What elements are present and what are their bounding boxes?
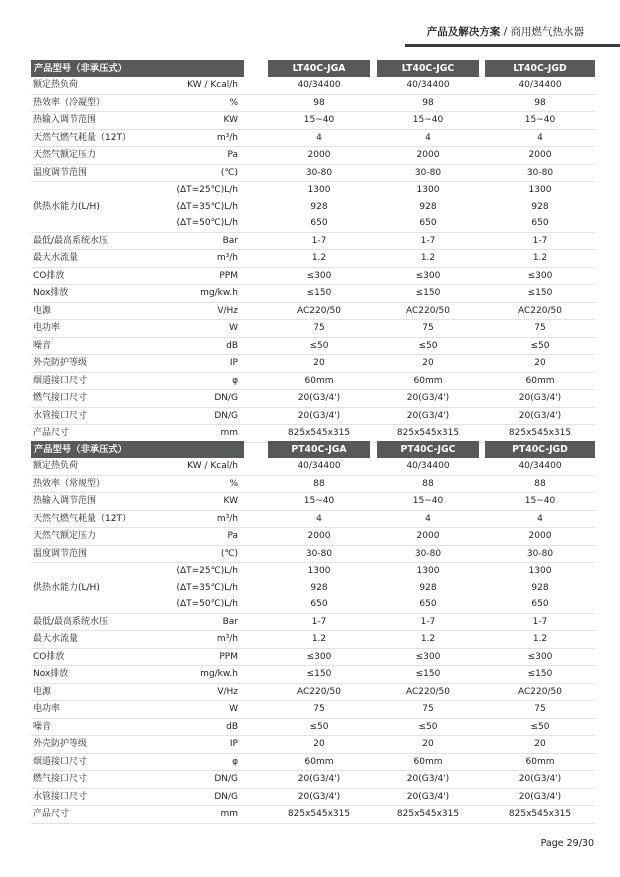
spec-value: 20(G3/4'): [297, 393, 341, 403]
spec-value: 1-7: [420, 616, 436, 627]
spec-value: 4: [425, 132, 431, 143]
spec-value: 1.2: [532, 253, 548, 263]
spec-value: 1.2: [311, 253, 327, 263]
spec-value: 1300: [416, 185, 440, 195]
spec-label: 噪音: [33, 721, 52, 732]
model-name: PT40C-JGD: [485, 441, 595, 458]
spec-value: 30-80: [414, 548, 442, 559]
spec-value: 60mm: [413, 756, 443, 767]
header-separator: /: [500, 26, 511, 38]
spec-value: AC220/50: [406, 305, 450, 316]
spec-value: 20(G3/4'): [406, 791, 450, 802]
spec-value: 2000: [307, 531, 331, 541]
spec-row: [31, 528, 595, 546]
spec-value: 30-80: [305, 548, 333, 559]
model-name: PT40C-JGC: [377, 441, 479, 458]
spec-value: ≤300: [527, 651, 553, 662]
spec-value: 650: [310, 599, 328, 609]
spec-row: [31, 320, 595, 338]
spec-label: 产品尺寸: [33, 428, 70, 438]
spec-row: [31, 165, 595, 183]
spec-value: 1300: [528, 566, 552, 576]
spec-value: 20(G3/4'): [518, 791, 562, 802]
spec-label: 噪音: [33, 340, 52, 351]
table-header-row: [31, 441, 595, 458]
spec-value: 825x545x315: [508, 809, 572, 819]
spec-value: 40/34400: [406, 461, 450, 471]
spec-row: [31, 112, 595, 130]
spec-label: 热效率（常规型）: [33, 478, 106, 489]
model-label: 产品型号（非承压式）: [31, 60, 244, 77]
spec-value: 20(G3/4'): [406, 774, 450, 784]
spec-value: ≤300: [306, 651, 332, 662]
spec-row: [31, 631, 595, 649]
spec-value: ≤50: [418, 721, 438, 732]
spec-value: 60mm: [304, 756, 334, 767]
spec-unit: KW: [223, 496, 238, 506]
spec-unit: (℃): [220, 167, 238, 178]
spec-value: 1-7: [532, 616, 548, 627]
spec-row: [31, 789, 595, 807]
spec-label: 最大水流量: [33, 634, 79, 644]
model-name: PT40C-JGA: [268, 441, 370, 458]
spec-value: 1-7: [532, 235, 548, 246]
spec-value: 75: [534, 704, 546, 714]
spec-value: 30-80: [305, 167, 333, 178]
spec-label: 燃气接口尺寸: [33, 393, 88, 403]
spec-unit: m³/h: [216, 634, 238, 644]
spec-value: AC220/50: [297, 686, 341, 697]
spec-table-lt40c: [31, 60, 595, 443]
header-subsection: 商用燃气热水器: [510, 26, 584, 38]
spec-label: 燃气接口尺寸: [33, 774, 88, 784]
spec-value: 15~40: [303, 115, 335, 125]
spec-value: 88: [313, 478, 325, 489]
spec-unit: (ΔT=50℃)L/h: [176, 599, 238, 609]
spec-row: [31, 77, 595, 95]
spec-label: 天然气燃气耗量（12T）: [33, 132, 131, 143]
spec-label: 热输入调节范围: [33, 496, 97, 506]
spec-label: 电功率: [33, 704, 61, 714]
spec-label: 天然气额定压力: [33, 531, 97, 541]
spec-value: 825x545x315: [287, 428, 351, 438]
spec-value: 2000: [528, 531, 552, 541]
spec-row: [31, 285, 595, 303]
spec-value: 98: [422, 97, 434, 108]
spec-value: ≤150: [415, 669, 441, 679]
spec-value: 825x545x315: [396, 809, 460, 819]
spec-value: 20(G3/4'): [518, 393, 562, 403]
spec-value: 20: [422, 358, 434, 368]
spec-value: 1-7: [420, 235, 436, 246]
spec-value: 650: [531, 599, 549, 609]
spec-unit: φ: [232, 756, 238, 767]
spec-value: 40/34400: [518, 461, 562, 471]
spec-value: 1300: [307, 185, 331, 195]
spec-unit: mg/kw.h: [200, 669, 238, 679]
spec-unit: IP: [229, 739, 238, 749]
spec-row: [31, 95, 595, 113]
spec-value: 825x545x315: [396, 428, 460, 438]
spec-row: [31, 580, 595, 597]
spec-value: AC220/50: [406, 686, 450, 697]
spec-unit: DN/G: [214, 791, 238, 802]
spec-label: 外壳防护等级: [33, 739, 88, 749]
spec-unit: KW / Kcal/h: [187, 461, 238, 471]
spec-value: 1300: [416, 566, 440, 576]
page-number: Page 29/30: [540, 838, 594, 849]
spec-unit: %: [229, 97, 238, 108]
spec-value: 60mm: [304, 375, 334, 386]
model-name: LT40C-JGD: [485, 60, 595, 77]
spec-value: 15~40: [524, 496, 556, 506]
spec-value: 2000: [416, 150, 440, 160]
spec-row: [31, 754, 595, 772]
spec-label: 天然气燃气耗量（12T）: [33, 513, 131, 524]
spec-value: 1.2: [420, 253, 436, 263]
spec-value: 40/34400: [297, 80, 341, 90]
spec-value: 15~40: [303, 496, 335, 506]
spec-row: [31, 233, 595, 251]
spec-value: 40/34400: [406, 80, 450, 90]
spec-unit: Pa: [227, 531, 238, 541]
spec-value: 75: [313, 323, 325, 333]
spec-value: ≤50: [418, 340, 438, 351]
spec-value: ≤150: [527, 288, 553, 298]
spec-value: 928: [419, 201, 437, 212]
spec-row: [31, 771, 595, 789]
spec-row: [31, 806, 595, 824]
spec-value: 75: [313, 704, 325, 714]
spec-row: [31, 736, 595, 754]
spec-row: [31, 458, 595, 476]
spec-row: [31, 649, 595, 667]
spec-value: ≤50: [530, 340, 550, 351]
spec-unit: Pa: [227, 150, 238, 160]
spec-value: 4: [425, 513, 431, 524]
header-section: 产品及解决方案: [426, 26, 501, 38]
spec-row: [31, 199, 595, 216]
spec-label: 温度调节范围: [33, 167, 88, 178]
spec-value: 20: [313, 358, 325, 368]
page-header: [427, 24, 584, 39]
model-name: LT40C-JGA: [268, 60, 370, 77]
spec-unit: mg/kw.h: [200, 288, 238, 298]
spec-value: 1300: [528, 185, 552, 195]
spec-label: 额定热负荷: [33, 80, 79, 90]
spec-row: [31, 425, 595, 443]
spec-row: [31, 338, 595, 356]
spec-value: 98: [313, 97, 325, 108]
spec-unit: (℃): [220, 548, 238, 559]
spec-unit: V/Hz: [217, 305, 238, 316]
spec-label: 温度调节范围: [33, 548, 88, 559]
spec-value: 650: [310, 218, 328, 228]
header-rule: [405, 44, 620, 47]
spec-label: 最低/最高系统水压: [33, 235, 109, 246]
spec-value: ≤300: [415, 270, 441, 281]
spec-value: 20(G3/4'): [406, 393, 450, 403]
spec-value: AC220/50: [518, 305, 562, 316]
spec-unit: W: [229, 323, 238, 333]
spec-value: AC220/50: [297, 305, 341, 316]
spec-value: ≤150: [527, 669, 553, 679]
spec-unit: m³/h: [216, 513, 238, 524]
spec-value: 20(G3/4'): [406, 410, 450, 421]
spec-label: 最大水流量: [33, 253, 79, 263]
spec-unit: (ΔT=25℃)L/h: [176, 566, 238, 576]
spec-value: 30-80: [526, 548, 554, 559]
spec-row: [31, 666, 595, 684]
spec-value: 98: [534, 97, 546, 108]
spec-value: 20(G3/4'): [297, 774, 341, 784]
spec-value: 928: [310, 582, 328, 593]
spec-value: ≤300: [415, 651, 441, 662]
spec-value: 4: [537, 132, 543, 143]
spec-label: 电功率: [33, 323, 61, 333]
spec-value: 20(G3/4'): [518, 774, 562, 784]
spec-row: [31, 408, 595, 426]
spec-unit: PPM: [219, 270, 238, 281]
spec-value: ≤150: [306, 669, 332, 679]
spec-value: 15~40: [524, 115, 556, 125]
spec-value: 2000: [307, 150, 331, 160]
spec-row: [31, 684, 595, 702]
spec-label: CO排放: [33, 651, 65, 662]
spec-value: 20: [313, 739, 325, 749]
spec-value: 650: [531, 218, 549, 228]
spec-label: CO排放: [33, 270, 65, 281]
spec-value: 40/34400: [297, 461, 341, 471]
spec-value: 1-7: [311, 616, 327, 627]
spec-value: ≤300: [306, 270, 332, 281]
spec-unit: (ΔT=35℃)L/h: [176, 582, 238, 593]
spec-value: 75: [534, 323, 546, 333]
spec-value: ≤50: [309, 340, 329, 351]
spec-value: 20(G3/4'): [297, 410, 341, 421]
spec-label: Nox排放: [33, 288, 69, 298]
spec-value: 4: [316, 132, 322, 143]
spec-value: 1.2: [420, 634, 436, 644]
spec-value: 1-7: [311, 235, 327, 246]
spec-value: 20(G3/4'): [518, 410, 562, 421]
spec-value: 60mm: [413, 375, 443, 386]
spec-label: 外壳防护等级: [33, 358, 88, 368]
spec-row: [31, 373, 595, 391]
spec-group-label: 供热水能力(L/H): [33, 201, 100, 212]
spec-value: 15~40: [412, 115, 444, 125]
spec-row: [31, 355, 595, 373]
spec-row: [31, 719, 595, 737]
spec-unit: DN/G: [214, 774, 238, 784]
spec-unit: Bar: [222, 235, 238, 246]
spec-value: 75: [422, 323, 434, 333]
spec-value: 20: [534, 358, 546, 368]
spec-value: 650: [419, 218, 437, 228]
spec-value: 4: [537, 513, 543, 524]
spec-value: 1300: [307, 566, 331, 576]
spec-unit: V/Hz: [217, 686, 238, 697]
spec-unit: PPM: [219, 651, 238, 662]
model-name: LT40C-JGC: [377, 60, 479, 77]
spec-value: 20: [422, 739, 434, 749]
spec-value: 75: [422, 704, 434, 714]
spec-value: 20(G3/4'): [297, 791, 341, 802]
spec-unit: W: [229, 704, 238, 714]
spec-row: [31, 147, 595, 165]
spec-unit: Bar: [222, 616, 238, 627]
spec-label: 产品尺寸: [33, 809, 70, 819]
spec-value: 2000: [528, 150, 552, 160]
spec-table-pt40c: [31, 441, 595, 824]
spec-value: 30-80: [414, 167, 442, 178]
spec-unit: φ: [232, 375, 238, 386]
spec-value: 88: [534, 478, 546, 489]
spec-row: [31, 268, 595, 286]
spec-unit: dB: [226, 340, 238, 351]
spec-unit: KW / Kcal/h: [187, 80, 238, 90]
spec-value: 2000: [416, 531, 440, 541]
spec-label: 烟道接口尺寸: [33, 375, 88, 386]
spec-unit: (ΔT=35℃)L/h: [176, 201, 238, 212]
spec-value: 30-80: [526, 167, 554, 178]
spec-value: 60mm: [525, 756, 555, 767]
spec-value: 60mm: [525, 375, 555, 386]
spec-value: 825x545x315: [508, 428, 572, 438]
spec-value: ≤150: [306, 288, 332, 298]
spec-row: [31, 390, 595, 408]
table-header-row: [31, 60, 595, 77]
spec-row: [31, 303, 595, 321]
spec-value: ≤300: [527, 270, 553, 281]
spec-value: ≤50: [530, 721, 550, 732]
spec-value: 15~40: [412, 496, 444, 506]
spec-label: Nox排放: [33, 669, 69, 679]
spec-row: [31, 476, 595, 494]
spec-label: 水管接口尺寸: [33, 791, 88, 802]
spec-label: 天然气额定压力: [33, 150, 97, 160]
spec-row: [31, 493, 595, 511]
spec-label: 水管接口尺寸: [33, 410, 88, 421]
spec-unit: mm: [220, 809, 238, 819]
spec-label: 额定热负荷: [33, 461, 79, 471]
spec-value: 650: [419, 599, 437, 609]
spec-label: 电源: [33, 686, 52, 697]
spec-unit: (ΔT=50℃)L/h: [176, 218, 238, 228]
spec-value: 928: [531, 582, 549, 593]
spec-unit: mm: [220, 428, 238, 438]
spec-value: ≤150: [415, 288, 441, 298]
spec-group-label: 供热水能力(L/H): [33, 582, 100, 593]
spec-unit: %: [229, 478, 238, 489]
spec-label: 最低/最高系统水压: [33, 616, 109, 627]
spec-unit: m³/h: [216, 132, 238, 143]
spec-value: 825x545x315: [287, 809, 351, 819]
spec-row: [31, 250, 595, 268]
spec-unit: KW: [223, 115, 238, 125]
spec-value: 40/34400: [518, 80, 562, 90]
spec-unit: DN/G: [214, 393, 238, 403]
spec-value: 20: [534, 739, 546, 749]
spec-value: 928: [419, 582, 437, 593]
spec-row: [31, 130, 595, 148]
spec-row: [31, 614, 595, 632]
spec-value: 1.2: [311, 634, 327, 644]
spec-row: [31, 511, 595, 529]
spec-row: [31, 546, 595, 564]
spec-unit: IP: [229, 358, 238, 368]
spec-row: [31, 215, 595, 233]
spec-value: ≤50: [309, 721, 329, 732]
spec-value: AC220/50: [518, 686, 562, 697]
spec-value: 4: [316, 513, 322, 524]
spec-label: 热效率（冷凝型）: [33, 97, 106, 108]
spec-value: 88: [422, 478, 434, 489]
spec-value: 928: [531, 201, 549, 212]
model-label: 产品型号（非承压式）: [31, 441, 244, 458]
spec-unit: (ΔT=25℃)L/h: [176, 185, 238, 195]
spec-label: 烟道接口尺寸: [33, 756, 88, 767]
spec-unit: m³/h: [216, 253, 238, 263]
spec-label: 热输入调节范围: [33, 115, 97, 125]
spec-unit: DN/G: [214, 410, 238, 421]
spec-value: 1.2: [532, 634, 548, 644]
spec-label: 电源: [33, 305, 52, 316]
spec-value: 928: [310, 201, 328, 212]
spec-unit: dB: [226, 721, 238, 732]
spec-row: [31, 596, 595, 614]
spec-row: [31, 701, 595, 719]
